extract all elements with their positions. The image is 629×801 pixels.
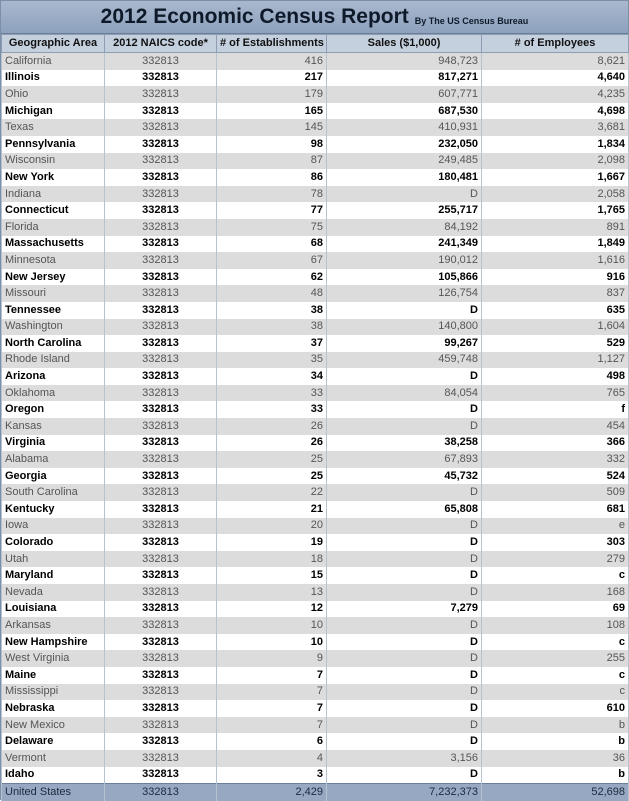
cell-sales: 249,485: [327, 153, 482, 170]
cell-area: Arkansas: [2, 617, 105, 634]
cell-sales: 607,771: [327, 86, 482, 103]
table-row: [2, 136, 629, 153]
cell-employees: 1,849: [482, 236, 629, 253]
cell-establishments: 38: [217, 302, 327, 319]
total-sales: 7,232,373: [327, 784, 482, 801]
cell-area: Illinois: [2, 70, 105, 87]
cell-naics: 332813: [105, 236, 217, 253]
total-row: [2, 784, 629, 801]
cell-area: Pennsylvania: [2, 136, 105, 153]
cell-naics: 332813: [105, 634, 217, 651]
cell-area: Kansas: [2, 418, 105, 435]
cell-naics: 332813: [105, 302, 217, 319]
cell-establishments: 18: [217, 551, 327, 568]
table-row: [2, 468, 629, 485]
cell-establishments: 12: [217, 601, 327, 618]
cell-naics: 332813: [105, 733, 217, 750]
cell-naics: 332813: [105, 136, 217, 153]
table-row: [2, 119, 629, 136]
cell-naics: 332813: [105, 103, 217, 120]
cell-establishments: 22: [217, 484, 327, 501]
cell-employees: 4,698: [482, 103, 629, 120]
cell-area: Florida: [2, 219, 105, 236]
cell-sales: D: [327, 302, 482, 319]
cell-establishments: 165: [217, 103, 327, 120]
table-row: [2, 418, 629, 435]
cell-naics: 332813: [105, 153, 217, 170]
cell-sales: D: [327, 418, 482, 435]
cell-area: West Virginia: [2, 650, 105, 667]
cell-area: Kentucky: [2, 501, 105, 518]
cell-sales: 84,192: [327, 219, 482, 236]
cell-naics: 332813: [105, 684, 217, 701]
cell-sales: D: [327, 617, 482, 634]
cell-sales: 65,808: [327, 501, 482, 518]
cell-area: Washington: [2, 319, 105, 336]
census-table: [1, 34, 629, 801]
cell-employees: 524: [482, 468, 629, 485]
cell-area: Alabama: [2, 451, 105, 468]
cell-area: Idaho: [2, 767, 105, 784]
header-row: [2, 35, 629, 53]
cell-employees: 255: [482, 650, 629, 667]
cell-sales: D: [327, 700, 482, 717]
cell-establishments: 98: [217, 136, 327, 153]
table-row: [2, 70, 629, 87]
cell-sales: 687,530: [327, 103, 482, 120]
cell-naics: 332813: [105, 617, 217, 634]
cell-establishments: 34: [217, 368, 327, 385]
cell-employees: 1,834: [482, 136, 629, 153]
cell-establishments: 33: [217, 385, 327, 402]
cell-establishments: 62: [217, 269, 327, 286]
table-row: [2, 86, 629, 103]
cell-sales: 99,267: [327, 335, 482, 352]
cell-establishments: 10: [217, 617, 327, 634]
cell-naics: 332813: [105, 468, 217, 485]
cell-area: Georgia: [2, 468, 105, 485]
table-row: [2, 269, 629, 286]
cell-employees: b: [482, 717, 629, 734]
cell-sales: D: [327, 584, 482, 601]
cell-naics: 332813: [105, 53, 217, 70]
cell-establishments: 37: [217, 335, 327, 352]
cell-employees: 529: [482, 335, 629, 352]
cell-establishments: 38: [217, 319, 327, 336]
cell-establishments: 87: [217, 153, 327, 170]
cell-area: Maine: [2, 667, 105, 684]
cell-establishments: 33: [217, 401, 327, 418]
table-row: [2, 684, 629, 701]
cell-naics: 332813: [105, 518, 217, 535]
cell-establishments: 15: [217, 567, 327, 584]
table-row: [2, 202, 629, 219]
table-row: [2, 153, 629, 170]
cell-naics: 332813: [105, 401, 217, 418]
cell-area: Oregon: [2, 401, 105, 418]
cell-sales: D: [327, 650, 482, 667]
cell-establishments: 4: [217, 750, 327, 767]
cell-area: New Mexico: [2, 717, 105, 734]
cell-naics: 332813: [105, 169, 217, 186]
cell-employees: 168: [482, 584, 629, 601]
cell-sales: 232,050: [327, 136, 482, 153]
cell-employees: c: [482, 567, 629, 584]
cell-sales: 126,754: [327, 285, 482, 302]
cell-area: Connecticut: [2, 202, 105, 219]
cell-naics: 332813: [105, 650, 217, 667]
cell-sales: 241,349: [327, 236, 482, 253]
table-row: [2, 219, 629, 236]
table-row: [2, 767, 629, 784]
cell-employees: 108: [482, 617, 629, 634]
table-row: [2, 236, 629, 253]
cell-sales: 255,717: [327, 202, 482, 219]
cell-area: Massachusetts: [2, 236, 105, 253]
cell-sales: 140,800: [327, 319, 482, 336]
cell-employees: e: [482, 518, 629, 535]
cell-establishments: 25: [217, 468, 327, 485]
cell-area: Louisiana: [2, 601, 105, 618]
cell-area: New York: [2, 169, 105, 186]
cell-sales: D: [327, 567, 482, 584]
cell-employees: 4,640: [482, 70, 629, 87]
table-row: [2, 319, 629, 336]
cell-employees: 454: [482, 418, 629, 435]
table-row: [2, 567, 629, 584]
cell-sales: D: [327, 401, 482, 418]
cell-area: Colorado: [2, 534, 105, 551]
cell-establishments: 78: [217, 186, 327, 203]
cell-employees: c: [482, 634, 629, 651]
report-subtitle: By The US Census Bureau: [414, 15, 529, 26]
cell-sales: D: [327, 733, 482, 750]
cell-sales: D: [327, 717, 482, 734]
cell-area: California: [2, 53, 105, 70]
cell-naics: 332813: [105, 418, 217, 435]
cell-establishments: 9: [217, 650, 327, 667]
table-row: [2, 252, 629, 269]
cell-area: Oklahoma: [2, 385, 105, 402]
cell-naics: 332813: [105, 335, 217, 352]
report-title-bar: [1, 1, 628, 34]
table-row: [2, 401, 629, 418]
cell-establishments: 86: [217, 169, 327, 186]
header-sales[interactable]: Sales ($1,000): [327, 35, 482, 53]
total-naics: 332813: [105, 784, 217, 801]
cell-sales: 7,279: [327, 601, 482, 618]
table-row: [2, 451, 629, 468]
cell-sales: 948,723: [327, 53, 482, 70]
table-row: [2, 617, 629, 634]
cell-establishments: 145: [217, 119, 327, 136]
cell-naics: 332813: [105, 534, 217, 551]
cell-establishments: 48: [217, 285, 327, 302]
cell-establishments: 217: [217, 70, 327, 87]
cell-area: Missouri: [2, 285, 105, 302]
cell-employees: c: [482, 667, 629, 684]
cell-naics: 332813: [105, 717, 217, 734]
cell-naics: 332813: [105, 700, 217, 717]
cell-sales: 45,732: [327, 468, 482, 485]
cell-area: North Carolina: [2, 335, 105, 352]
table-row: [2, 534, 629, 551]
report-title: 2012 Economic Census Report: [100, 5, 409, 28]
cell-employees: 36: [482, 750, 629, 767]
cell-naics: 332813: [105, 86, 217, 103]
cell-area: Ohio: [2, 86, 105, 103]
cell-establishments: 13: [217, 584, 327, 601]
cell-naics: 332813: [105, 285, 217, 302]
table-row: [2, 186, 629, 203]
cell-establishments: 25: [217, 451, 327, 468]
cell-employees: 681: [482, 501, 629, 518]
cell-area: New Jersey: [2, 269, 105, 286]
cell-establishments: 35: [217, 352, 327, 369]
cell-sales: 105,866: [327, 269, 482, 286]
table-row: [2, 484, 629, 501]
table-row: [2, 700, 629, 717]
cell-employees: 1,604: [482, 319, 629, 336]
cell-sales: 190,012: [327, 252, 482, 269]
cell-employees: 332: [482, 451, 629, 468]
cell-naics: 332813: [105, 219, 217, 236]
cell-sales: D: [327, 551, 482, 568]
cell-establishments: 77: [217, 202, 327, 219]
table-row: [2, 501, 629, 518]
table-row: [2, 385, 629, 402]
cell-establishments: 19: [217, 534, 327, 551]
table-row: [2, 717, 629, 734]
cell-naics: 332813: [105, 352, 217, 369]
cell-area: Vermont: [2, 750, 105, 767]
cell-naics: 332813: [105, 368, 217, 385]
cell-area: Wisconsin: [2, 153, 105, 170]
table-row: [2, 302, 629, 319]
cell-establishments: 26: [217, 418, 327, 435]
cell-establishments: 416: [217, 53, 327, 70]
table-row: [2, 53, 629, 70]
cell-area: Indiana: [2, 186, 105, 203]
cell-sales: 84,054: [327, 385, 482, 402]
total-employees: 52,698: [482, 784, 629, 801]
cell-area: Utah: [2, 551, 105, 568]
cell-establishments: 20: [217, 518, 327, 535]
cell-naics: 332813: [105, 750, 217, 767]
cell-area: Nevada: [2, 584, 105, 601]
table-row: [2, 584, 629, 601]
cell-sales: D: [327, 518, 482, 535]
cell-establishments: 7: [217, 684, 327, 701]
cell-employees: b: [482, 733, 629, 750]
cell-naics: 332813: [105, 484, 217, 501]
table-row: [2, 435, 629, 452]
cell-area: Iowa: [2, 518, 105, 535]
cell-sales: 38,258: [327, 435, 482, 452]
cell-sales: D: [327, 767, 482, 784]
table-row: [2, 518, 629, 535]
cell-employees: 366: [482, 435, 629, 452]
cell-sales: 3,156: [327, 750, 482, 767]
cell-employees: 4,235: [482, 86, 629, 103]
cell-employees: f: [482, 401, 629, 418]
cell-employees: b: [482, 767, 629, 784]
cell-employees: 1,765: [482, 202, 629, 219]
cell-naics: 332813: [105, 202, 217, 219]
cell-sales: 67,893: [327, 451, 482, 468]
cell-naics: 332813: [105, 584, 217, 601]
cell-naics: 332813: [105, 551, 217, 568]
cell-naics: 332813: [105, 70, 217, 87]
cell-establishments: 21: [217, 501, 327, 518]
cell-establishments: 10: [217, 634, 327, 651]
cell-area: Delaware: [2, 733, 105, 750]
cell-area: Texas: [2, 119, 105, 136]
total-area: United States: [2, 784, 105, 801]
header-naics-code[interactable]: 2012 NAICS code*: [105, 35, 217, 53]
cell-naics: 332813: [105, 119, 217, 136]
cell-area: Tennessee: [2, 302, 105, 319]
cell-sales: D: [327, 634, 482, 651]
cell-employees: 69: [482, 601, 629, 618]
cell-naics: 332813: [105, 252, 217, 269]
cell-employees: 8,621: [482, 53, 629, 70]
table-row: [2, 733, 629, 750]
cell-area: Maryland: [2, 567, 105, 584]
cell-establishments: 179: [217, 86, 327, 103]
cell-employees: 303: [482, 534, 629, 551]
cell-area: Arizona: [2, 368, 105, 385]
table-row: [2, 667, 629, 684]
cell-area: Mississippi: [2, 684, 105, 701]
cell-employees: c: [482, 684, 629, 701]
cell-naics: 332813: [105, 567, 217, 584]
cell-sales: 180,481: [327, 169, 482, 186]
cell-sales: D: [327, 186, 482, 203]
cell-establishments: 75: [217, 219, 327, 236]
cell-naics: 332813: [105, 319, 217, 336]
table-row: [2, 634, 629, 651]
cell-area: New Hampshire: [2, 634, 105, 651]
cell-naics: 332813: [105, 667, 217, 684]
cell-establishments: 7: [217, 717, 327, 734]
table-row: [2, 368, 629, 385]
cell-sales: 410,931: [327, 119, 482, 136]
cell-establishments: 6: [217, 733, 327, 750]
cell-naics: 332813: [105, 451, 217, 468]
cell-employees: 498: [482, 368, 629, 385]
cell-area: Minnesota: [2, 252, 105, 269]
table-row: [2, 551, 629, 568]
cell-employees: 635: [482, 302, 629, 319]
cell-sales: D: [327, 667, 482, 684]
table-row: [2, 352, 629, 369]
cell-sales: D: [327, 534, 482, 551]
cell-area: Rhode Island: [2, 352, 105, 369]
cell-employees: 765: [482, 385, 629, 402]
header-employees[interactable]: # of Employees: [482, 35, 629, 53]
cell-employees: 837: [482, 285, 629, 302]
cell-sales: D: [327, 684, 482, 701]
cell-sales: 817,271: [327, 70, 482, 87]
cell-employees: 916: [482, 269, 629, 286]
table-row: [2, 169, 629, 186]
cell-establishments: 26: [217, 435, 327, 452]
table-row: [2, 601, 629, 618]
cell-naics: 332813: [105, 186, 217, 203]
cell-naics: 332813: [105, 601, 217, 618]
cell-employees: 2,098: [482, 153, 629, 170]
cell-establishments: 68: [217, 236, 327, 253]
cell-employees: 279: [482, 551, 629, 568]
cell-sales: D: [327, 368, 482, 385]
cell-employees: 509: [482, 484, 629, 501]
cell-naics: 332813: [105, 435, 217, 452]
header-establishments[interactable]: # of Establishments: [217, 35, 327, 53]
cell-establishments: 3: [217, 767, 327, 784]
cell-employees: 3,681: [482, 119, 629, 136]
cell-naics: 332813: [105, 385, 217, 402]
cell-employees: 1,127: [482, 352, 629, 369]
cell-sales: 459,748: [327, 352, 482, 369]
cell-establishments: 7: [217, 700, 327, 717]
cell-establishments: 67: [217, 252, 327, 269]
cell-naics: 332813: [105, 767, 217, 784]
cell-establishments: 7: [217, 667, 327, 684]
cell-area: South Carolina: [2, 484, 105, 501]
table-row: [2, 285, 629, 302]
table-body: [2, 53, 629, 784]
cell-area: Michigan: [2, 103, 105, 120]
cell-area: Virginia: [2, 435, 105, 452]
cell-employees: 1,616: [482, 252, 629, 269]
cell-naics: 332813: [105, 269, 217, 286]
cell-sales: D: [327, 484, 482, 501]
cell-area: Nebraska: [2, 700, 105, 717]
cell-employees: 891: [482, 219, 629, 236]
table-row: [2, 650, 629, 667]
header-geographic-area[interactable]: Geographic Area: [2, 35, 105, 53]
cell-naics: 332813: [105, 501, 217, 518]
table-row: [2, 750, 629, 767]
cell-employees: 2,058: [482, 186, 629, 203]
total-establishments: 2,429: [217, 784, 327, 801]
cell-employees: 610: [482, 700, 629, 717]
table-row: [2, 103, 629, 120]
cell-employees: 1,667: [482, 169, 629, 186]
table-row: [2, 335, 629, 352]
